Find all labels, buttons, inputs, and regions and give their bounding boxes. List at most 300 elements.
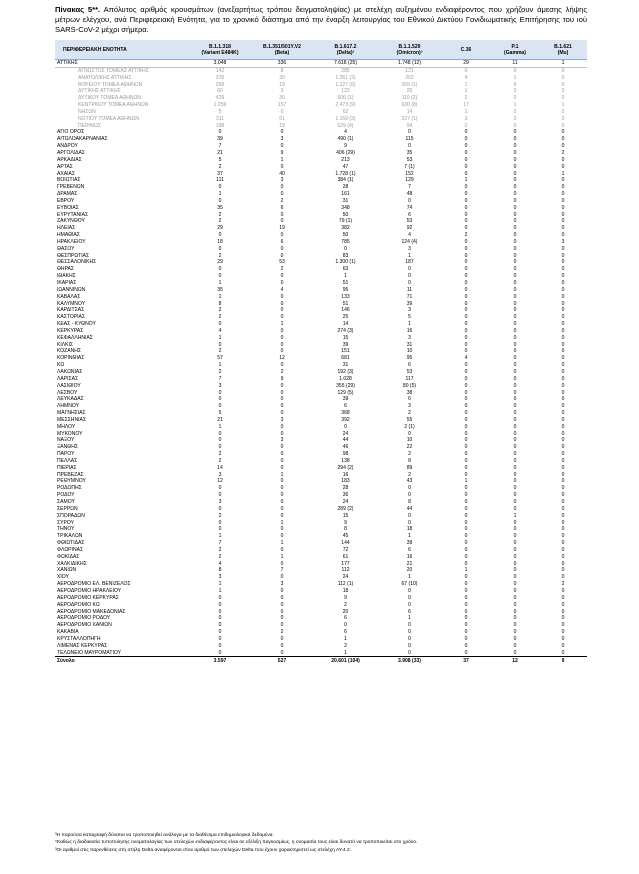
- count-cell: 0: [464, 266, 468, 273]
- count-cell: 0: [513, 451, 517, 458]
- table-row: [55, 554, 587, 561]
- count-cell: 16: [342, 471, 349, 478]
- count-cell: 0: [561, 642, 565, 649]
- count-cell: 406 (29): [336, 149, 355, 156]
- count-cell: 0: [513, 594, 517, 601]
- count-cell: 0: [513, 88, 517, 95]
- count-cell: 0: [280, 492, 284, 499]
- count-cell: 0: [561, 608, 565, 615]
- count-cell: 0: [561, 635, 565, 642]
- count-cell: 0: [218, 649, 222, 656]
- region-name-cell: ΛΑΚΩΝΙΑΣ: [57, 368, 83, 375]
- region-name-cell: ΤΕΛΩΝΕΙΟ ΜΑΥΡΟΜΑΤΙΟΥ: [57, 649, 121, 656]
- region-name-cell: ΔΥΤΙΚΗΣ ΑΤΤΙΚΗΣ: [78, 88, 121, 95]
- table-row: [55, 417, 587, 424]
- region-name-cell: ΝΟΤΙΟΥ ΤΟΜΕΑ ΑΘΗΝΩΝ: [78, 115, 139, 122]
- region-name-cell: ΜΗΛΟΥ: [57, 423, 76, 430]
- count-cell: 35: [406, 149, 413, 156]
- count-cell: 0: [408, 594, 411, 601]
- count-cell: 1: [218, 334, 222, 341]
- variants-table: [55, 40, 587, 665]
- count-cell: 6: [408, 396, 411, 403]
- region-name-cell: ΠΙΕΡΙΑΣ: [57, 464, 77, 471]
- count-cell: 0: [561, 143, 565, 150]
- count-cell: 6: [280, 204, 284, 211]
- count-cell: 74: [406, 204, 413, 211]
- count-cell: 0: [218, 601, 222, 608]
- count-cell: 0: [218, 622, 222, 629]
- count-cell: 0: [561, 540, 565, 547]
- count-cell: 29: [217, 225, 223, 232]
- count-cell: 1: [464, 108, 468, 115]
- region-name-cell: ΑΕΡΟΔΡΟΜΙΟ ΕΛ. ΒΕΝΙΖΕΛΟΣ: [57, 581, 131, 588]
- count-cell: 0: [464, 512, 468, 519]
- count-cell: 0: [408, 430, 411, 437]
- region-name-cell: ΚΕΑΣ - ΚΥΘΝΟΥ: [57, 321, 96, 328]
- region-name-cell: ΦΘΙΩΤΙΔΑΣ: [57, 540, 85, 547]
- count-cell: 2: [344, 642, 347, 649]
- count-cell: 18: [342, 587, 349, 594]
- table-row: [55, 342, 587, 349]
- count-cell: 0: [561, 177, 565, 184]
- count-cell: 0: [218, 615, 222, 622]
- count-cell: 0: [561, 594, 565, 601]
- count-cell: 0: [280, 485, 284, 492]
- count-cell: 382: [341, 225, 350, 232]
- count-cell: 45: [342, 533, 349, 540]
- count-cell: 0: [218, 608, 222, 615]
- table-row: [55, 273, 587, 280]
- count-cell: 95: [406, 355, 413, 362]
- count-cell: 0: [561, 587, 565, 594]
- count-cell: 152: [405, 170, 414, 177]
- count-cell: 0: [464, 163, 468, 170]
- count-cell: 0: [408, 197, 411, 204]
- count-cell: 0: [280, 382, 284, 389]
- count-cell: 0: [464, 136, 468, 143]
- table-row: [55, 602, 587, 609]
- region-name-cell: ΜΥΚΟΝΟΥ: [57, 430, 83, 437]
- count-cell: 0: [218, 396, 222, 403]
- count-cell: 0: [464, 300, 468, 307]
- count-cell: 0: [561, 553, 565, 560]
- region-name-cell: ΑΕΡΟΔΡΟΜΙΟ ΡΟΔΟΥ: [57, 615, 111, 622]
- region-name-cell: ΘΑΣΟΥ: [57, 245, 75, 252]
- table-body: [55, 60, 587, 665]
- count-cell: 1: [218, 293, 222, 300]
- count-cell: 0: [408, 587, 411, 594]
- count-cell: 6: [408, 608, 411, 615]
- count-cell: 6: [280, 238, 284, 245]
- count-cell: 111: [216, 177, 224, 184]
- count-cell: 0: [561, 348, 565, 355]
- count-cell: 0: [513, 540, 517, 547]
- count-cell: 0: [464, 451, 468, 458]
- count-cell: 0: [561, 546, 565, 553]
- count-cell: 0: [408, 273, 411, 280]
- region-name-cell: ΖΑΚΥΝΘΟΥ: [57, 218, 85, 225]
- count-cell: 0: [218, 635, 222, 642]
- count-cell: 0: [464, 252, 468, 259]
- table-row: [55, 335, 587, 342]
- count-cell: 124 (4): [401, 238, 418, 245]
- table-row: [55, 95, 587, 102]
- count-cell: 83: [342, 252, 349, 259]
- count-cell: 0: [561, 368, 565, 375]
- count-cell: 0: [218, 245, 222, 252]
- count-cell: 10: [406, 437, 413, 444]
- count-cell: 0: [280, 327, 284, 334]
- column-header: [441, 40, 491, 60]
- count-cell: 0: [513, 492, 517, 499]
- count-cell: 0: [513, 553, 517, 560]
- table-row: [55, 232, 587, 239]
- count-cell: 0: [561, 499, 565, 505]
- table-row: [55, 547, 587, 554]
- count-cell: 1.261 (2): [335, 74, 356, 81]
- table-row: [55, 225, 587, 232]
- region-name-cell: ΛΙΜΕΝΑΣ ΚΕΡΚΥΡΑΣ: [57, 642, 108, 649]
- region-name-cell: ΠΕΛΛΑΣ: [57, 457, 78, 464]
- count-cell: 0: [464, 649, 468, 656]
- count-cell: 0: [464, 375, 468, 382]
- count-cell: 0: [513, 307, 517, 314]
- count-cell: 0: [561, 293, 565, 300]
- table-row: [55, 383, 587, 390]
- count-cell: 67 (10): [401, 581, 418, 588]
- table-row: [55, 362, 587, 369]
- count-cell: 1.028: [339, 375, 352, 382]
- count-cell: 1: [464, 81, 468, 88]
- count-cell: 0: [218, 266, 222, 273]
- region-name-cell: ΑΓΙΟ ΟΡΟΣ: [57, 129, 85, 136]
- count-cell: 16: [406, 327, 413, 334]
- count-cell: 0: [280, 143, 284, 150]
- count-cell: 0: [218, 526, 222, 533]
- count-cell: 31: [406, 341, 413, 348]
- count-cell: 0: [280, 430, 284, 437]
- region-name-cell: ΚΑΛΥΜΝΟΥ: [57, 300, 86, 307]
- count-cell: 0: [561, 314, 565, 321]
- count-cell: 0: [464, 533, 468, 540]
- table-row: [55, 526, 587, 533]
- count-cell: 20: [406, 567, 413, 574]
- count-cell: 6: [344, 403, 347, 410]
- table-row: [55, 376, 587, 383]
- count-cell: 0: [218, 129, 222, 136]
- region-name-cell: ΑΕΡΟΔΡΟΜΙΟ ΧΑΝΙΩΝ: [57, 622, 112, 629]
- count-cell: 0: [280, 184, 284, 191]
- count-cell: 177: [341, 560, 350, 567]
- count-cell: 2: [561, 581, 565, 588]
- count-cell: 0: [561, 382, 565, 389]
- count-cell: 72: [342, 546, 349, 553]
- count-cell: 0: [513, 649, 517, 656]
- count-cell: 0: [280, 499, 284, 505]
- count-cell: 0: [464, 581, 468, 588]
- count-cell: 0: [561, 526, 565, 533]
- caption-text: Απόλυτος αριθμός κρουσμάτων (ανεξαρτήτως τρόπου δειγματοληψίας) με στελέχη αυξημένου ενδιαφέροντος που χρήζουν άμεσης λήψης μέτρων ελέγχου, ανά Περιφερειακή Ενότητα, για το χρονικό διάστημα από την έναρξη λειτουργίας του Εθνικού Δικτύου Γονιδιωματικής Επιτήρησης του ιού SARS-CoV-2 μέχρι σήμερα.: [55, 5, 587, 34]
- region-name-cell: ΣΥΡΟΥ: [57, 519, 74, 526]
- table-row: [55, 191, 587, 198]
- region-name-cell: ΞΑΝΘΗΣ: [57, 444, 78, 451]
- table-row: [55, 581, 587, 588]
- count-cell: 336: [251, 60, 313, 68]
- count-cell: 0: [464, 492, 468, 499]
- count-cell: 0: [561, 232, 565, 239]
- table-row: [55, 205, 587, 212]
- table-row: [55, 307, 587, 314]
- count-cell: 1: [218, 581, 222, 588]
- count-cell: 0: [561, 327, 565, 334]
- count-cell: 31: [342, 197, 349, 204]
- count-cell: 0: [513, 560, 517, 567]
- count-cell: 0: [561, 307, 565, 314]
- count-cell: 2: [218, 163, 222, 170]
- count-cell: 3: [280, 581, 284, 588]
- count-cell: 12: [217, 478, 223, 485]
- count-cell: 0: [464, 560, 468, 567]
- table-row: [55, 609, 587, 616]
- count-cell: 0: [218, 594, 222, 601]
- total-cell: 9: [539, 657, 587, 665]
- count-cell: 0: [218, 444, 222, 451]
- count-cell: 0: [408, 622, 411, 629]
- count-cell: 3: [280, 136, 284, 143]
- column-header-title: B.1.1.318: [209, 43, 231, 50]
- count-cell: 79 (1): [338, 218, 353, 225]
- count-cell: 0: [561, 485, 565, 492]
- count-cell: 0: [513, 95, 517, 102]
- table-row: [55, 164, 587, 171]
- count-cell: 0: [561, 184, 565, 191]
- region-name-cell: ΒΟΡΕΙΟΥ ΤΟΜΕΑ ΑΘΗΝΩΝ: [78, 81, 143, 88]
- count-cell: 0: [280, 533, 284, 540]
- count-cell: 2: [218, 218, 222, 225]
- count-cell: 0: [561, 375, 565, 382]
- count-cell: 0: [561, 410, 565, 417]
- count-cell: 0: [408, 629, 411, 636]
- count-cell: 2: [218, 314, 222, 321]
- region-name-cell: ΚΡΥΣΤΑΛΛΟΠΗΓΗ: [57, 635, 101, 642]
- count-cell: 0: [464, 601, 468, 608]
- count-cell: 0: [218, 642, 222, 649]
- count-cell: 9: [280, 375, 284, 382]
- count-cell: 62: [342, 108, 349, 115]
- count-cell: 0: [513, 197, 517, 204]
- region-name-cell: ΧΑΝΙΩΝ: [57, 567, 77, 574]
- count-cell: 1: [561, 102, 565, 109]
- count-cell: 48: [406, 191, 413, 198]
- table-row: [55, 410, 587, 417]
- region-name-cell: ΑΧΑΪΑΣ: [57, 170, 75, 177]
- count-cell: 0: [513, 505, 517, 512]
- count-cell: 0: [280, 300, 284, 307]
- count-cell: 490 (1): [337, 136, 354, 143]
- count-cell: 157: [277, 102, 287, 109]
- count-cell: 0: [513, 389, 517, 396]
- count-cell: 0: [513, 334, 517, 341]
- count-cell: 0: [561, 191, 565, 198]
- count-cell: 0: [561, 423, 565, 430]
- count-cell: 0: [280, 560, 284, 567]
- table-row: [55, 109, 587, 116]
- count-cell: 8: [218, 300, 222, 307]
- count-cell: 2: [218, 457, 222, 464]
- count-cell: 0: [218, 321, 222, 328]
- region-name-cell: ΚΑΣΤΟΡΙΑΣ: [57, 314, 86, 321]
- count-cell: 0: [280, 218, 284, 225]
- table-row: [55, 485, 587, 492]
- count-cell: 392: [341, 416, 350, 423]
- count-cell: 3: [408, 245, 411, 252]
- count-cell: 7: [218, 375, 222, 382]
- table-row: [55, 561, 587, 568]
- count-cell: 50: [342, 211, 349, 218]
- count-cell: 0: [513, 293, 517, 300]
- count-cell: 0: [280, 457, 284, 464]
- count-cell: 0: [218, 197, 222, 204]
- region-name-cell: ΛΑΡΙΣΑΣ: [57, 375, 79, 382]
- table-row: [55, 588, 587, 595]
- count-cell: 35: [217, 286, 223, 293]
- count-cell: 0: [561, 108, 565, 115]
- count-cell: 0: [561, 464, 565, 471]
- count-cell: 1: [218, 587, 222, 594]
- count-cell: 3: [280, 437, 284, 444]
- count-cell: 0: [464, 204, 468, 211]
- count-cell: 0: [280, 601, 284, 608]
- count-cell: 47: [342, 163, 349, 170]
- count-cell: 0: [513, 170, 517, 177]
- table-row: [55, 595, 587, 602]
- count-cell: 2: [464, 232, 468, 239]
- count-cell: 11: [406, 286, 413, 293]
- count-cell: 0: [408, 485, 411, 492]
- count-cell: 0: [464, 396, 468, 403]
- count-cell: 3: [280, 416, 284, 423]
- count-cell: 0: [561, 163, 565, 170]
- count-cell: 0: [513, 410, 517, 417]
- count-cell: 7: [280, 567, 284, 574]
- count-cell: 0: [464, 608, 468, 615]
- table-row: [55, 321, 587, 328]
- count-cell: 0: [561, 211, 565, 218]
- count-cell: 0: [464, 553, 468, 560]
- count-cell: 0: [280, 280, 284, 286]
- count-cell: 274 (3): [337, 327, 354, 334]
- count-cell: 0: [561, 389, 565, 396]
- count-cell: 29: [441, 60, 491, 68]
- column-header-title: B.1.351/501Y.V2: [263, 43, 301, 50]
- count-cell: 0: [513, 184, 517, 191]
- count-cell: 55: [406, 416, 413, 423]
- count-cell: 0: [561, 437, 565, 444]
- count-cell: 294 (2): [337, 464, 354, 471]
- region-name-cell: ΑΝΑΤΟΛΙΚΗΣ ΑΤΤΙΚΗΣ: [78, 74, 132, 81]
- count-cell: 8: [344, 526, 347, 533]
- column-header-subtitle: (Variant E484K): [201, 49, 239, 56]
- count-cell: 133: [341, 293, 350, 300]
- table-row: [55, 157, 587, 164]
- count-cell: 1: [464, 567, 468, 574]
- column-header-title: P.1: [511, 43, 519, 50]
- count-cell: 0: [513, 341, 517, 348]
- count-cell: 22: [406, 444, 413, 451]
- count-cell: 0: [280, 512, 284, 519]
- count-cell: 142: [215, 67, 225, 74]
- footnotes: [55, 832, 615, 854]
- region-name-cell: ΗΜΑΘΙΑΣ: [57, 232, 80, 239]
- count-cell: 0: [464, 430, 468, 437]
- count-cell: 0: [280, 341, 284, 348]
- count-cell: 0: [561, 225, 565, 232]
- table-row: [55, 143, 587, 150]
- count-cell: 0: [464, 526, 468, 533]
- count-cell: 2: [218, 252, 222, 259]
- count-cell: 0: [561, 136, 565, 143]
- count-cell: 0: [561, 629, 565, 636]
- count-cell: 1: [464, 478, 468, 485]
- count-cell: 0: [513, 122, 517, 129]
- count-cell: 0: [464, 389, 468, 396]
- count-cell: 115: [405, 136, 414, 143]
- count-cell: 0: [513, 211, 517, 218]
- region-name-cell: ΒΟΙΩΤΙΑΣ: [57, 177, 81, 184]
- count-cell: 35: [217, 204, 223, 211]
- table-row: [55, 60, 587, 68]
- count-cell: 0: [513, 149, 517, 156]
- count-cell: 20: [342, 608, 349, 615]
- table-row: [55, 259, 587, 266]
- count-cell: 0: [513, 286, 517, 293]
- count-cell: 0: [280, 410, 284, 417]
- count-cell: 0: [218, 232, 222, 239]
- count-cell: 0: [513, 67, 517, 74]
- count-cell: 384 (1): [337, 177, 354, 184]
- count-cell: 0: [561, 259, 565, 266]
- count-cell: 285: [341, 67, 350, 74]
- count-cell: 0: [408, 649, 411, 656]
- count-cell: 0: [280, 211, 284, 218]
- table-row: [55, 444, 587, 451]
- table-row: [55, 622, 587, 629]
- region-name-cell: ΘΗΡΑΣ: [57, 266, 75, 273]
- table-row: [55, 506, 587, 513]
- count-cell: 0: [561, 444, 565, 451]
- count-cell: 121: [405, 67, 414, 74]
- region-name-cell: ΕΥΒΟΙΑΣ: [57, 204, 79, 211]
- count-cell: 0: [464, 245, 468, 252]
- count-cell: 0: [561, 81, 565, 88]
- table-row: [55, 67, 587, 74]
- count-cell: 0: [280, 478, 284, 485]
- count-cell: 8: [280, 67, 284, 74]
- count-cell: 21: [217, 416, 223, 423]
- column-header: [55, 40, 189, 60]
- count-cell: 0: [513, 321, 517, 328]
- count-cell: 6: [408, 211, 411, 218]
- count-cell: 0: [513, 403, 517, 410]
- table-row: [55, 567, 587, 574]
- count-cell: 44: [406, 505, 413, 512]
- count-cell: 2: [218, 512, 222, 519]
- count-cell: 3: [218, 499, 222, 505]
- region-name-cell: ΑΡΚΑΔΙΑΣ: [57, 156, 82, 163]
- region-name-cell: ΡΟΔΟΥ: [57, 492, 75, 499]
- column-header-title: B.1.621: [554, 43, 572, 50]
- count-cell: 3: [280, 88, 284, 95]
